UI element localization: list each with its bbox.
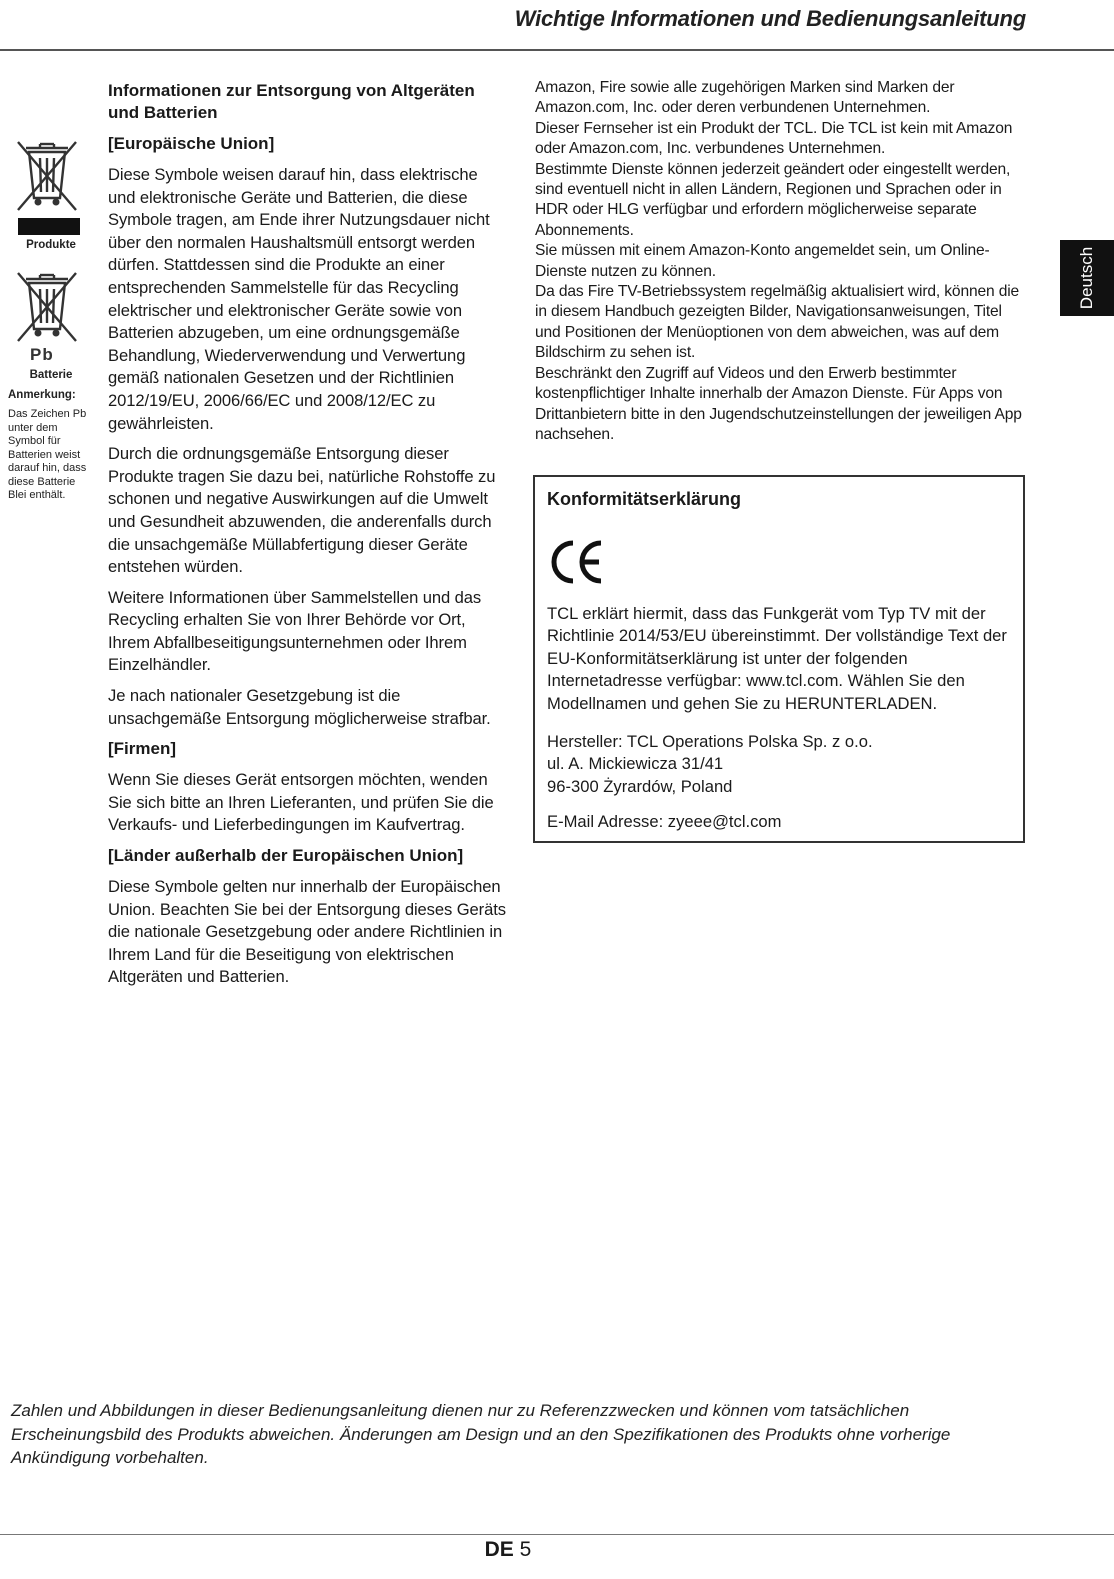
products-label: Produkte (26, 239, 76, 251)
eu-paragraph: Durch die ordnungsgemäße Entsorgung dieser Produkte tragen Sie dazu bei, natürliche Rohstoffe zu schonen und negative Auswirkungen auf die Umwelt und Gesundheit abzuwenden, die anderenfalls durch die unsachgemäße Müllabfertigung dieser Geräte entstehen würden. (108, 444, 496, 577)
note-title: Anmerkung: (8, 389, 76, 401)
manufacturer-line: ul. A. Mickiewicza 31/41 (547, 754, 724, 774)
parental-paragraph: Beschränkt den Zugriff auf Videos und den Erwerb bestimmter kostenpflichtiger Inhalte innerhalb der Amazon Dienste. Für Apps von Drittanbietern bitte in den Jugendschutzeinstellungen der jeweiligen App nachsehen. (535, 364, 1022, 443)
header-rule (0, 49, 1114, 51)
conformity-title: Konformitätserklärung (547, 489, 742, 509)
right-column (535, 78, 1025, 445)
ce-mark-icon (547, 539, 605, 585)
eu-paragraph: Weitere Informationen über Sammelstellen und das Recycling erhalten Sie von Ihrer Behörde vor Ort, Ihrem Abfallbeseitigungsunternehmen oder Ihrem Einzelhändler. (108, 587, 482, 675)
services-paragraph: Bestimmte Dienste können jederzeit geändert oder eingestellt werden, sind eventuell nicht in allen Ländern, Regionen und Sprachen oder in HDR oder HLG verfügbar und erfordern möglicherweise separate Abonnements. (535, 160, 1011, 239)
account-paragraph: Sie müssen mit einem Amazon-Konto angemeldet sein, um Online-Dienste nutzen zu können. (535, 242, 990, 280)
battery-label: Batterie (29, 369, 73, 381)
contact-email: E-Mail Adresse: zyeee@tcl.com (547, 812, 782, 831)
eu-heading: [Europäische Union] (108, 134, 275, 153)
disposal-symbols (8, 140, 94, 503)
separate-collection-bar (18, 218, 80, 235)
updates-paragraph: Da das Fire TV-Betriebssystem regelmäßig aktualisiert wird, können die in diesem Handbuch gezeigten Bilder, Navigationsanweisungen, Titel und Positionen der Menüoptionen von dem abweichen, was auf dem Bildschirm zu sehen ist. (535, 283, 1020, 362)
language-tab-label: Deutsch (1077, 246, 1096, 310)
page-number (0, 1538, 1016, 1562)
product-paragraph: Dieser Fernseher ist ein Produkt der TCL. Die TCL ist kein mit Amazon oder Amazon.com, Inc. verbundenes Unternehmen. (535, 119, 1013, 158)
manufacturer-line: Hersteller: TCL Operations Polska Sp. z o.o. (547, 732, 873, 751)
page-number-value: 5 (519, 1538, 532, 1561)
crossed-bin-battery-icon (14, 271, 80, 343)
pb-symbol: Pb (30, 345, 54, 364)
eu-paragraph: Je nach nationaler Gesetzgebung ist die unsachgemäße Entsorgung möglicherweise strafbar. (108, 686, 491, 728)
non-eu-paragraph: Diese Symbole gelten nur innerhalb der Europäischen Union. Beachten Sie bei der Entsorgung dieses Geräts die nationale Gesetzgebung oder andere Richtlinien in Ihrem Land für die Beseitigung von elektrischen Altgeräten und Batterien. (108, 877, 506, 987)
manufacturer-line: 96-300 Żyrardów, Poland (547, 776, 733, 796)
conformity-text: TCL erklärt hiermit, dass das Funkgerät vom Typ TV mit der Richtlinie 2014/53/EU übereinstimmt. Der vollständige Text der EU-Konformitätserklärung ist unter der folgenden Internetadresse verfügbar: www.tcl.com. Wählen Sie den Modellnamen und gehen Sie zu HERUNTERLADEN. (547, 604, 1007, 713)
firms-heading: [Firmen] (108, 739, 176, 759)
trademark-paragraph: Amazon, Fire sowie alle zugehörigen Marken sind Marken der Amazon.com, Inc. oder deren verbundenen Unternehmen. (535, 79, 955, 117)
page-lang-code: DE (484, 1538, 514, 1561)
conformity-box (533, 475, 1025, 843)
page-header-title: Wichtige Informationen und Bedienungsanleitung (514, 6, 1026, 31)
footer-rule (0, 1534, 1114, 1535)
eu-paragraph: Diese Symbole weisen darauf hin, dass elektrische und elektronische Geräte und Batterien, die diese Symbole tragen, am Ende ihrer Nutzungsdauer nicht über den normalen Haushaltsmüll entsorgt werden dürfen. Stattdessen sind die Produkte an einer entsprechenden Sammelstelle für das Recycling elektrischer und elektronischer Geräte sowie von Batterien abzugeben, um eine ordnungsgemäße Behandlung, Wiederverwendung und Verwertung gemäß nationalen Gesetzen und der Richtlinien 2012/19/EU, 2006/66/EC und 2008/12/EC zu gewährleisten. (108, 165, 490, 433)
manufacturer-address (547, 731, 1007, 798)
left-column (108, 80, 508, 997)
non-eu-heading: [Länder außerhalb der Europäischen Union] (108, 846, 464, 866)
crossed-bin-icon (14, 140, 80, 212)
firms-paragraph: Wenn Sie dieses Gerät entsorgen möchten, wenden Sie sich bitte an Ihren Lieferanten, und prüfen Sie die Verkaufs- und Lieferbedingungen im Kaufvertrag. (108, 770, 494, 835)
footnote: Zahlen und Abbildungen in dieser Bedienungsanleitung dienen nur zu Referenzzwecken und können vom tatsächlichen Erscheinungsbild des Produkts abweichen. Änderungen am Design und an den Spezifikationen des Produkts ohne vorherige Ankündigung vorbehalten. (11, 1401, 951, 1467)
note-text: Das Zeichen Pb unter dem Symbol für Batterien weist darauf hin, dass diese Batterie Blei enthält. (8, 408, 87, 501)
language-tab (1060, 240, 1114, 316)
disposal-heading: Informationen zur Entsorgung von Altgeräten und Batterien (108, 81, 475, 122)
